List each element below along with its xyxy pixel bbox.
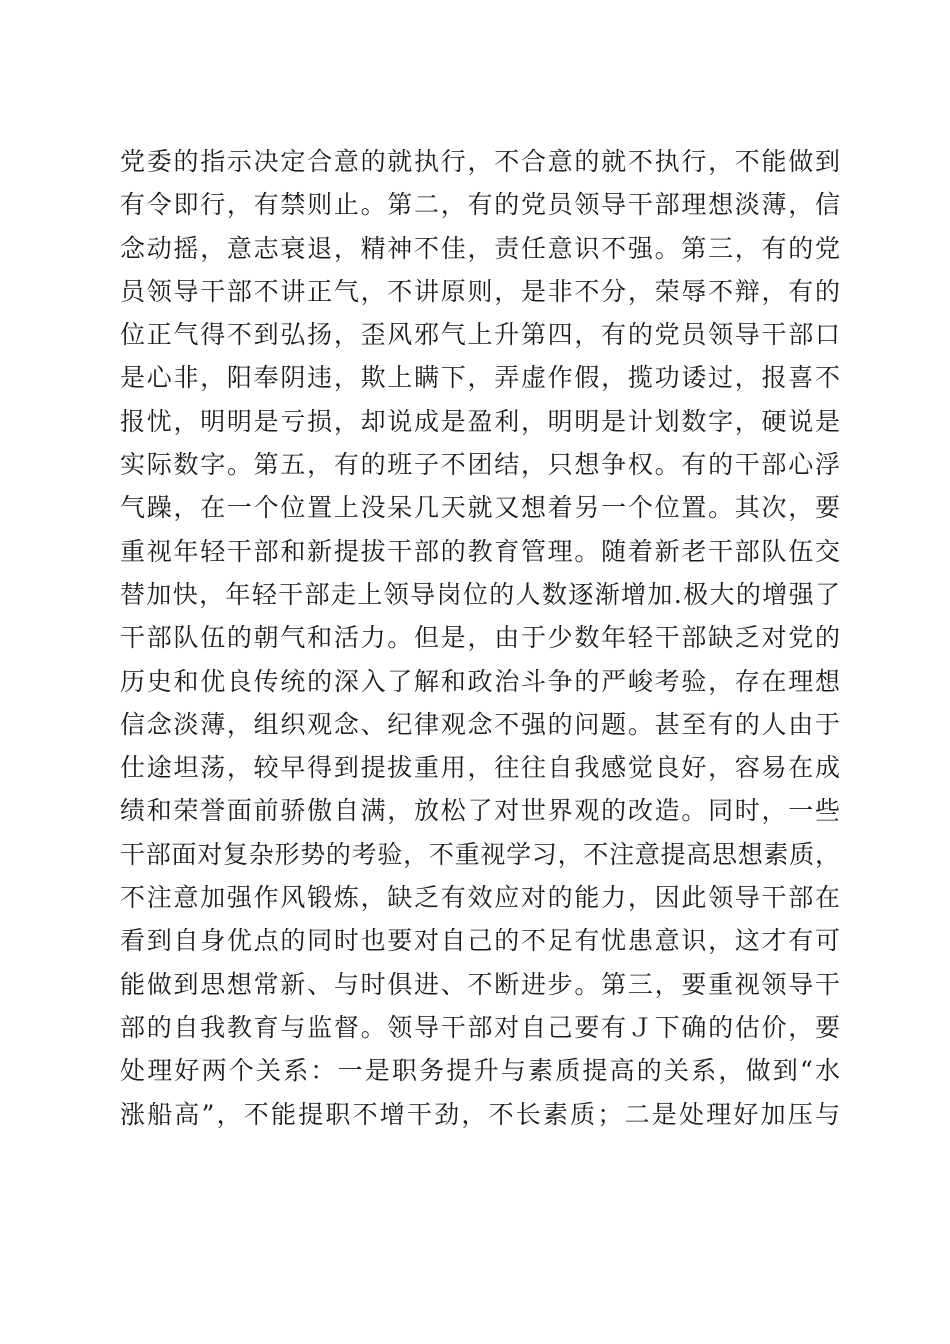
text-line: 实际数字。第五，有的班子不团结，只想争权。有的干部心浮	[120, 450, 840, 480]
text-line: 报忧，明明是亏损，却说成是盈利，明明是计划数字，硬说是	[120, 406, 840, 436]
text-line: 能做到思想常新、与时俱进、不断进步。第三，要重视领导干	[120, 969, 840, 999]
text-line: 部的自我教育与监督。领导干部对自己要有Ｊ下确的估价，要	[120, 1012, 840, 1042]
text-line: 是心非，阳奉阴违，欺上瞒下，弄虚作假，揽功诿过，报喜不	[120, 363, 840, 393]
body-text	[120, 140, 840, 1136]
text-line: 位正气得不到弘扬，歪风邪气上升第四，有的党员领导干部口	[120, 320, 840, 350]
text-line: 不注意加强作风锻炼，缺乏有效应对的能力，因此领导干部在	[120, 883, 840, 913]
text-line: 仕途坦荡，较早得到提拔重用，往往自我感觉良好，容易在成	[120, 753, 840, 783]
text-line: 重视年轻干部和新提拔干部的教育管理。随着新老干部队伍交	[120, 536, 840, 566]
text-line: 看到自身优点的同时也要对自己的不足有忧患意识，这才有可	[120, 926, 840, 956]
text-line: 党委的指示决定合意的就执行，不合意的就不执行，不能做到	[120, 147, 840, 176]
text-line: 信念淡薄，组织观念、纪律观念不强的问题。甚至有的人由于	[120, 709, 840, 739]
text-line: 干部队伍的朝气和活力。但是，由于少数年轻干部缺乏对党的	[120, 623, 840, 653]
text-line: 气躁，在一个位置上没呆几天就又想着另一个位置。其次，要	[120, 493, 840, 523]
text-line: 干部面对复杂形势的考验，不重视学习，不注意提高思想素质，	[120, 839, 840, 869]
text-line: 替加快，年轻干部走上领导岗位的人数逐渐增加.极大的增强了	[120, 579, 840, 609]
text-line: 绩和荣誉面前骄傲自满，放松了对世界观的改造。同时，一些	[120, 796, 840, 826]
text-line: 处理好两个关系：一是职务提升与素质提高的关系，做到“水	[120, 1056, 840, 1086]
text-line: 涨船高”，不能提职不增干劲，不长素质；二是处理好加压与	[120, 1099, 840, 1129]
text-line: 念动摇，意志衰退，精神不佳，责任意识不强。第三，有的党	[120, 233, 840, 263]
text-line: 有令即行，有禁则止。第二，有的党员领导干部理想淡薄，信	[120, 190, 840, 220]
text-line: 员领导干部不讲正气，不讲原则，是非不分，荣辱不辩，有的	[120, 276, 840, 306]
text-line: 历史和优良传统的深入了解和政治斗争的严峻考验，存在理想	[120, 666, 840, 696]
